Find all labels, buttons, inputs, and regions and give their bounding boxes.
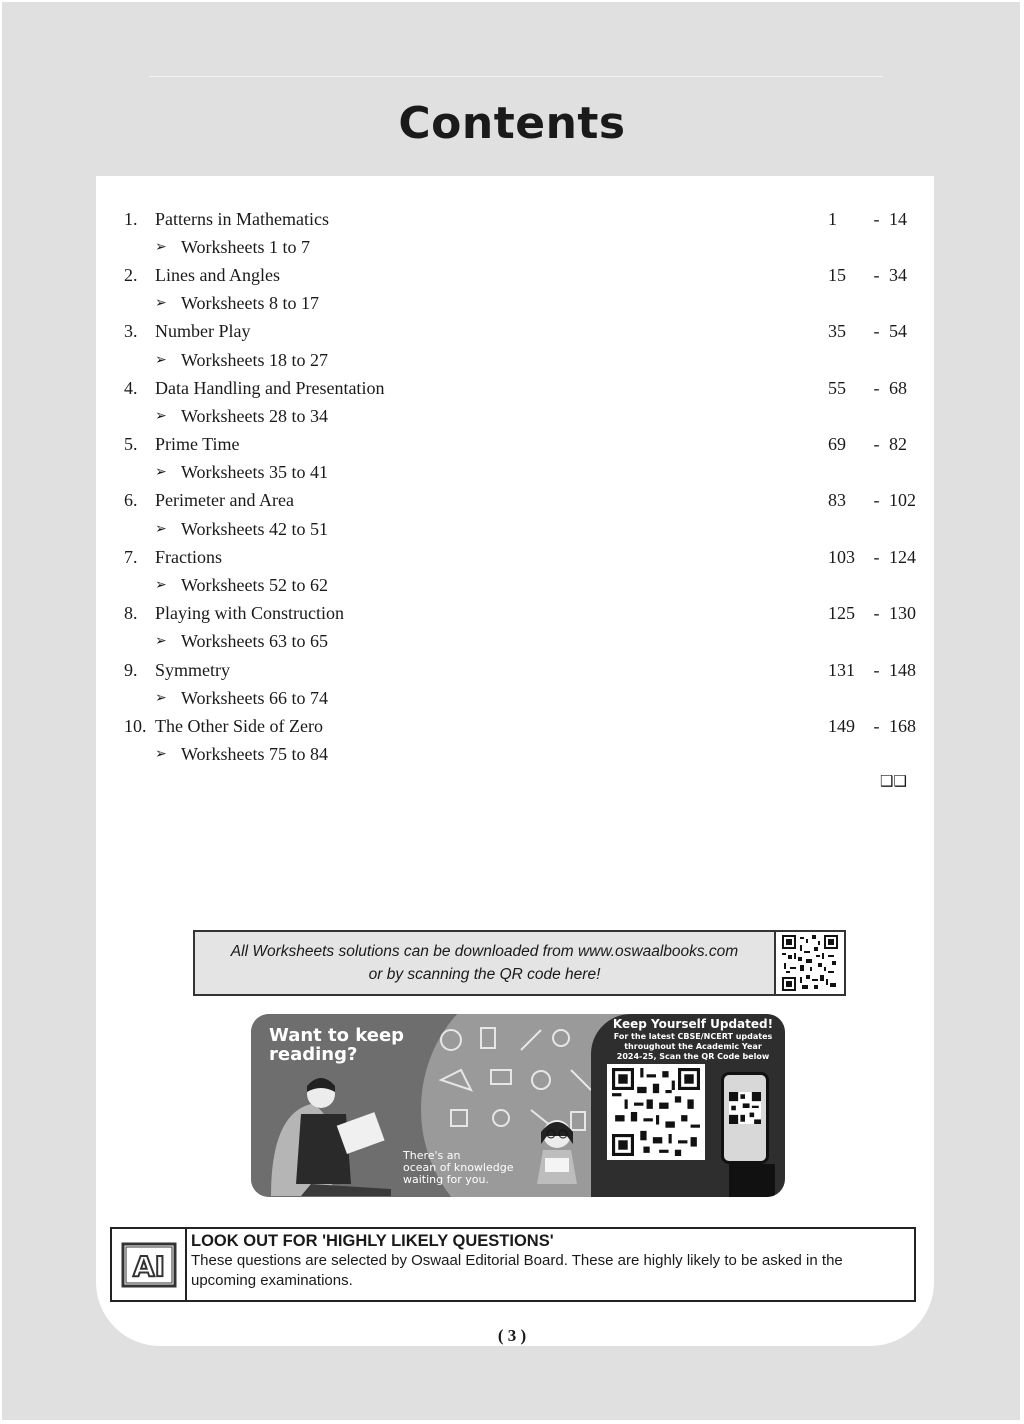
arrow-bullet-icon: ➢ [155, 239, 167, 255]
chapter-title: Patterns in Mathematics [155, 208, 329, 229]
page-start: 125 [828, 603, 855, 624]
page-range-separator: - [873, 321, 880, 342]
arrow-bullet-icon: ➢ [155, 578, 167, 594]
highly-likely-questions-note [110, 1227, 916, 1302]
toc-chapter[interactable] [124, 374, 914, 402]
page-end: 130 [889, 603, 916, 624]
arrow-bullet-icon: ➢ [155, 690, 167, 706]
arrow-bullet-icon: ➢ [155, 408, 167, 424]
chapter-number: 5. [124, 434, 138, 455]
toc-worksheet-item[interactable] [124, 290, 914, 318]
solutions-qr-code[interactable] [776, 932, 844, 994]
toc-chapter[interactable] [124, 205, 914, 233]
toc-worksheet-item[interactable] [124, 628, 914, 656]
toc-worksheet-item[interactable] [124, 346, 914, 374]
toc-worksheet-item[interactable] [124, 571, 914, 599]
arrow-bullet-icon: ➢ [155, 465, 167, 481]
banner-heading-line-1: Want to keep [269, 1025, 405, 1046]
chapter-page-range [828, 261, 929, 289]
chapter-page-range [828, 656, 929, 684]
page-end: 14 [889, 208, 907, 229]
page-start: 131 [828, 659, 855, 680]
chapter-page-range [828, 374, 929, 402]
chapter-title: Symmetry [155, 659, 230, 680]
qr-code-icon [782, 935, 838, 991]
page-end: 82 [889, 434, 907, 455]
page-start: 149 [828, 715, 855, 736]
download-text [195, 932, 776, 994]
chapter-title: Lines and Angles [155, 264, 280, 285]
chapter-number: 8. [124, 603, 138, 624]
toc-chapter[interactable] [124, 318, 914, 346]
toc-worksheet-item[interactable] [124, 741, 914, 769]
worksheet-range: Worksheets 66 to 74 [181, 687, 329, 708]
page-start: 15 [828, 264, 846, 285]
ai-badge-icon [112, 1229, 187, 1300]
toc-chapter[interactable] [124, 712, 914, 740]
updates-qr-code[interactable] [607, 1064, 705, 1160]
chapter-number: 4. [124, 377, 138, 398]
highlight-text [187, 1229, 914, 1300]
qr-code-icon [612, 1068, 700, 1156]
update-line-1: For the latest CBSE/NCERT updates [613, 1032, 773, 1041]
chapter-number: 1. [124, 208, 138, 229]
worksheet-range: Worksheets 1 to 7 [181, 236, 311, 257]
toc-worksheet-item[interactable] [124, 684, 914, 712]
page-number: ( 3 ) [497, 1326, 527, 1345]
arrow-bullet-icon: ➢ [155, 296, 167, 312]
chapter-number: 9. [124, 659, 138, 680]
chapter-title: Data Handling and Presentation [155, 377, 385, 398]
download-notice [193, 930, 846, 996]
page-range-separator: - [873, 490, 880, 511]
page-title: Contents [398, 98, 626, 149]
arrow-bullet-icon: ➢ [155, 747, 167, 763]
update-line-2: throughout the Academic Year [624, 1042, 762, 1051]
worksheet-range: Worksheets 8 to 17 [181, 293, 320, 314]
page-range-separator: - [873, 715, 880, 736]
toc-worksheet-item[interactable] [124, 515, 914, 543]
page-range-separator: - [873, 546, 880, 567]
download-line-1: All Worksheets solutions can be downloaded from www.oswaalbooks.com [230, 943, 739, 960]
ai-badge-label: AI [132, 1249, 165, 1283]
worksheet-range: Worksheets 42 to 51 [181, 518, 329, 539]
arrow-bullet-icon: ➢ [155, 634, 167, 650]
highlight-body: These questions are selected by Oswaal Editorial Board. These are highly likely to be asked in the upcoming examinations. [191, 1252, 843, 1289]
page-start: 103 [828, 546, 855, 567]
toc-chapter[interactable] [124, 261, 914, 289]
page-end: 54 [889, 321, 907, 342]
ai-badge-graphic [121, 1242, 177, 1288]
page-end: 148 [889, 659, 916, 680]
chapter-page-range [828, 712, 929, 740]
worksheet-range: Worksheets 35 to 41 [181, 462, 329, 483]
page-range-separator: - [873, 208, 880, 229]
page-start: 83 [828, 490, 846, 511]
highlight-title: LOOK OUT FOR 'HIGHLY LIKELY QUESTIONS' [191, 1232, 554, 1250]
arrow-bullet-icon: ➢ [155, 521, 167, 537]
page-end: 168 [889, 715, 916, 736]
reading-person-illustration [271, 1074, 401, 1196]
toc-worksheet-item[interactable] [124, 402, 914, 430]
banner-tagline-line-1: There's an [403, 1149, 461, 1162]
page-range-separator: - [873, 603, 880, 624]
worksheet-range: Worksheets 18 to 27 [181, 349, 329, 370]
page-end: 102 [889, 490, 916, 511]
update-line-3: 2024-25, Scan the QR Code below [616, 1052, 770, 1061]
page-start: 35 [828, 321, 846, 342]
chapter-title: Fractions [155, 546, 222, 567]
page-end: 68 [889, 377, 907, 398]
chapter-title: Playing with Construction [155, 603, 344, 624]
chapter-number: 6. [124, 490, 138, 511]
toc-chapter[interactable] [124, 487, 914, 515]
table-of-contents [124, 205, 914, 769]
page-end: 124 [889, 546, 916, 567]
update-title: Keep Yourself Updated! [612, 1017, 774, 1031]
page-range-separator: - [873, 264, 880, 285]
page-start: 69 [828, 434, 846, 455]
phone-qr-icon [729, 1092, 761, 1124]
page-start: 55 [828, 377, 846, 398]
worksheet-range: Worksheets 63 to 65 [181, 631, 329, 652]
toc-chapter[interactable] [124, 431, 914, 459]
worksheet-range: Worksheets 75 to 84 [181, 744, 329, 765]
chapter-page-range [828, 205, 929, 233]
chapter-title: The Other Side of Zero [155, 715, 323, 736]
update-description [603, 1032, 783, 1062]
toc-chapter[interactable] [124, 543, 914, 571]
chapter-page-range [828, 318, 929, 346]
page-range-separator: - [873, 434, 880, 455]
toc-worksheet-item[interactable] [124, 459, 914, 487]
promo-banner[interactable] [251, 1014, 785, 1197]
toc-worksheet-item[interactable] [124, 233, 914, 261]
banner-heading [269, 1026, 404, 1064]
toc-chapter[interactable] [124, 656, 914, 684]
worksheet-range: Worksheets 52 to 62 [181, 575, 329, 596]
chapter-number: 2. [124, 264, 138, 285]
chapter-number: 10. [124, 715, 147, 736]
download-line-2: or by scanning the QR code here! [368, 966, 601, 983]
chapter-page-range [828, 600, 929, 628]
chapter-page-range [828, 543, 929, 571]
page-end: 34 [889, 264, 907, 285]
page-start: 1 [828, 208, 837, 229]
page-range-separator: - [873, 377, 880, 398]
toc-chapter[interactable] [124, 600, 914, 628]
page-range-separator: - [873, 659, 880, 680]
banner-heading-line-2: reading? [269, 1044, 358, 1065]
chapter-number: 3. [124, 321, 138, 342]
chapter-page-range [828, 487, 929, 515]
banner-tagline [403, 1150, 513, 1186]
chapter-title: Number Play [155, 321, 251, 342]
chapter-page-range [828, 431, 929, 459]
reading-girl-illustration [527, 1114, 587, 1194]
banner-corner-block [729, 1164, 775, 1197]
arrow-bullet-icon: ➢ [155, 352, 167, 368]
chapter-title: Prime Time [155, 434, 240, 455]
header-rule [150, 76, 882, 77]
worksheet-range: Worksheets 28 to 34 [181, 405, 329, 426]
banner-tagline-line-2: ocean of knowledge [403, 1161, 514, 1174]
end-marks: ❑❑ [880, 772, 907, 790]
chapter-number: 7. [124, 546, 138, 567]
banner-tagline-line-3: waiting for you. [403, 1173, 489, 1186]
chapter-title: Perimeter and Area [155, 490, 294, 511]
